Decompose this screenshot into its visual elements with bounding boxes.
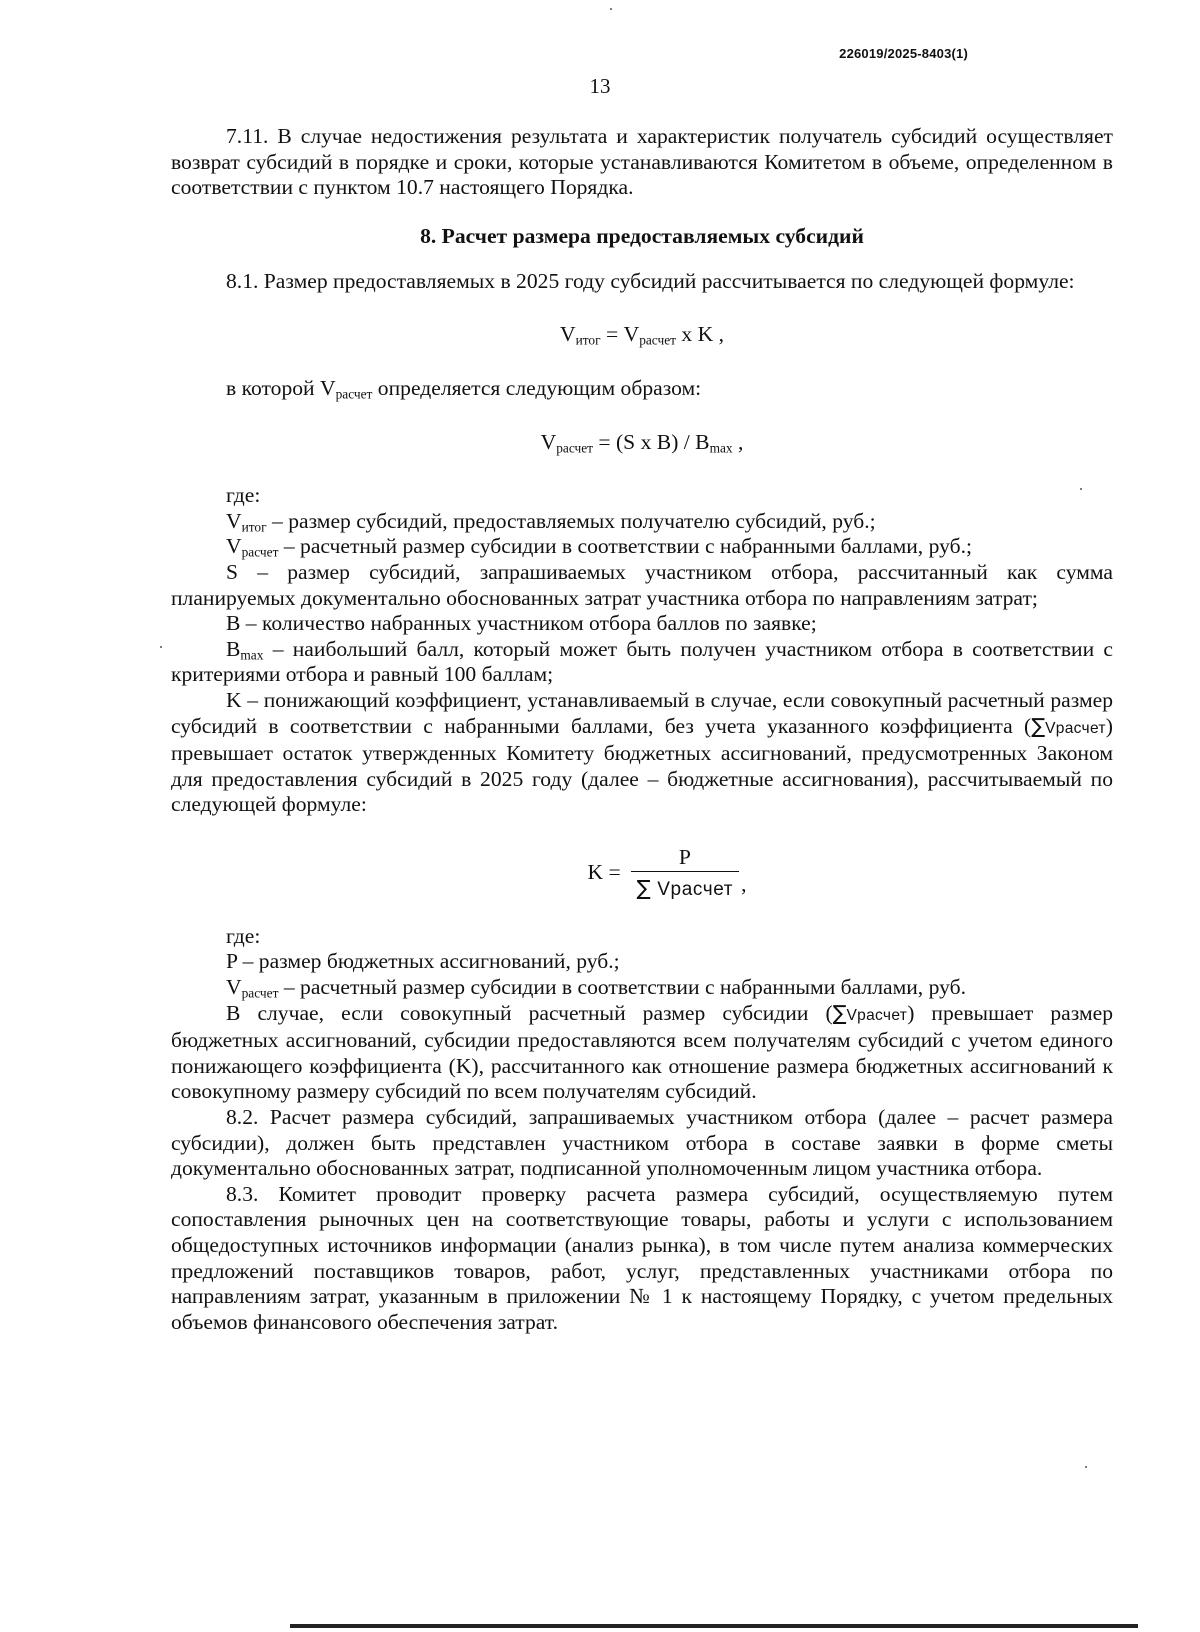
paragraph-8-3: 8.3. Комитет проводит проверку расчета размера субсидий, осуществляемую путем сопоставления рыночных цен на соответствующие товары, работы и услуги с использованием общедоступных источников информации (анализ рынка), в том числе путем анализа коммерческих предложений поставщиков товаров, работ, услуг, представленных участниками отбора по направлениям затрат, указанным в приложении № 1 к настоящему Порядку, с учетом предельных объемов финансового обеспечения затрат. (171, 1181, 1113, 1334)
paragraph-case: В случае, если совокупный расчетный размер субсидии (∑Vрасчет) превышает размер бюджетных ассигнований, субсидии предоставляются всем получателям субсидий с учетом единого понижающего коэффициента (K), рассчитанного как отношение размера бюджетных ассигнований к совокупному размеру субсидий по всем получателям субсидий. (171, 1000, 1113, 1104)
definition-v-itog: $V_{итог}$ – размер субсидий, предоставляемых получателю субсидий, руб.; (226, 508, 876, 535)
paragraph-8-1: 8.1. Размер предоставляемых в 2025 году субсидий рассчитывается по следующей формуле: (226, 268, 1075, 293)
definition-s: S – размер субсидий, запрашиваемых участником отбора, рассчитанный как сумма планируемых документально обоснованных затрат участника отбора по направлениям затрат; (171, 559, 1113, 610)
fraction-comma: , (741, 872, 747, 897)
definition-v-raschet: $V_{расчет}$ – расчетный размер субсидии в соответствии с набранными баллами, руб.; (226, 534, 972, 560)
subscript: итог (241, 519, 267, 535)
sum-term: Vрасчет (846, 1006, 908, 1024)
paragraph-7-11: 7.11. В случае недостижения результата и характеристик получатель субсидий осуществляет возврат субсидий в порядке и сроки, которые устанавливаются Комитетом в объеме, определенном в соответствии с пунктом 10.7 настоящего Порядка. (171, 124, 1113, 200)
definition-p: P – размер бюджетных ассигнований, руб.; (226, 949, 620, 974)
where-label-2: где: (226, 923, 261, 948)
fraction-lhs: K = (587, 860, 621, 885)
definition-b: B – количество набранных участником отбора баллов по заявке; (226, 611, 817, 636)
formula-v-itog: $V_{итог} = V_{расчет}$ x K , (560, 322, 724, 348)
formula-intro-line: в которой $V_{расчет}$ определяется следующим образом: (226, 375, 702, 402)
scan-speck (610, 8, 612, 10)
section-title: 8. Расчет размера предоставляемых субсидий (420, 223, 864, 248)
sum-term: Vрасчет (1045, 719, 1106, 737)
fraction-denominator (631, 871, 740, 902)
subscript: max (240, 647, 264, 663)
document-registration-number: 226019/2025-8403(1) (839, 46, 968, 61)
subscript: расчет (556, 439, 594, 455)
subscript: max (709, 439, 733, 455)
scan-speck (1085, 1466, 1087, 1468)
subscript: расчет (241, 985, 279, 1001)
sigma-symbol: ∑ (1031, 713, 1046, 738)
subscript: расчет (639, 332, 676, 348)
sigma-symbol: ∑ (636, 875, 652, 900)
formula-k-fraction (171, 844, 1113, 902)
definition-b-max: $B_{max}$ – наибольший балл, который может быть получен участником отбора в соответствии с критериями отбора и равный 100 баллам; (171, 636, 1113, 687)
subscript: итог (575, 332, 601, 348)
fraction-numerator: P (678, 844, 691, 869)
fraction-denominator-text: Vрасчет (657, 878, 734, 900)
scan-speck (160, 646, 162, 648)
bottom-scan-border (290, 1624, 1138, 1628)
subscript: расчет (335, 386, 373, 402)
definition-v-raschet-2: $V_{расчет}$ – расчетный размер субсидии в соответствии с набранными баллами, руб. (226, 975, 966, 1001)
paragraph-8-2: 8.2. Расчет размера субсидий, запрашиваемых участником отбора (далее – расчет размера субсидии), должен быть представлен участником отбора в составе заявки в форме сметы документально обоснованных затрат, подписанной уполномоченным лицом участника отбора. (171, 1105, 1113, 1181)
fraction (631, 844, 740, 902)
formula-v-raschet: $V_{расчет} = (S$ x $B) / B_{max}$ , (540, 429, 744, 455)
sigma-symbol: ∑ (832, 1000, 847, 1025)
page-number: 13 (589, 74, 611, 98)
scan-speck (1080, 488, 1082, 490)
subscript: расчет (241, 544, 279, 560)
definition-k: K – понижающий коэффициент, устанавливаемый в случае, если совокупный расчетный размер субсидий в соответствии с набранными баллами, без учета указанного коэффициента (∑Vрасчет) превышает остаток утвержденных Комитету бюджетных ассигнований, предусмотренных Законом для предоставления субсидий в 2025 году (далее – бюджетные ассигнования), рассчитываемый по следующей формуле: (171, 687, 1113, 817)
document-body (171, 124, 1113, 1335)
where-label: где: (226, 483, 261, 508)
